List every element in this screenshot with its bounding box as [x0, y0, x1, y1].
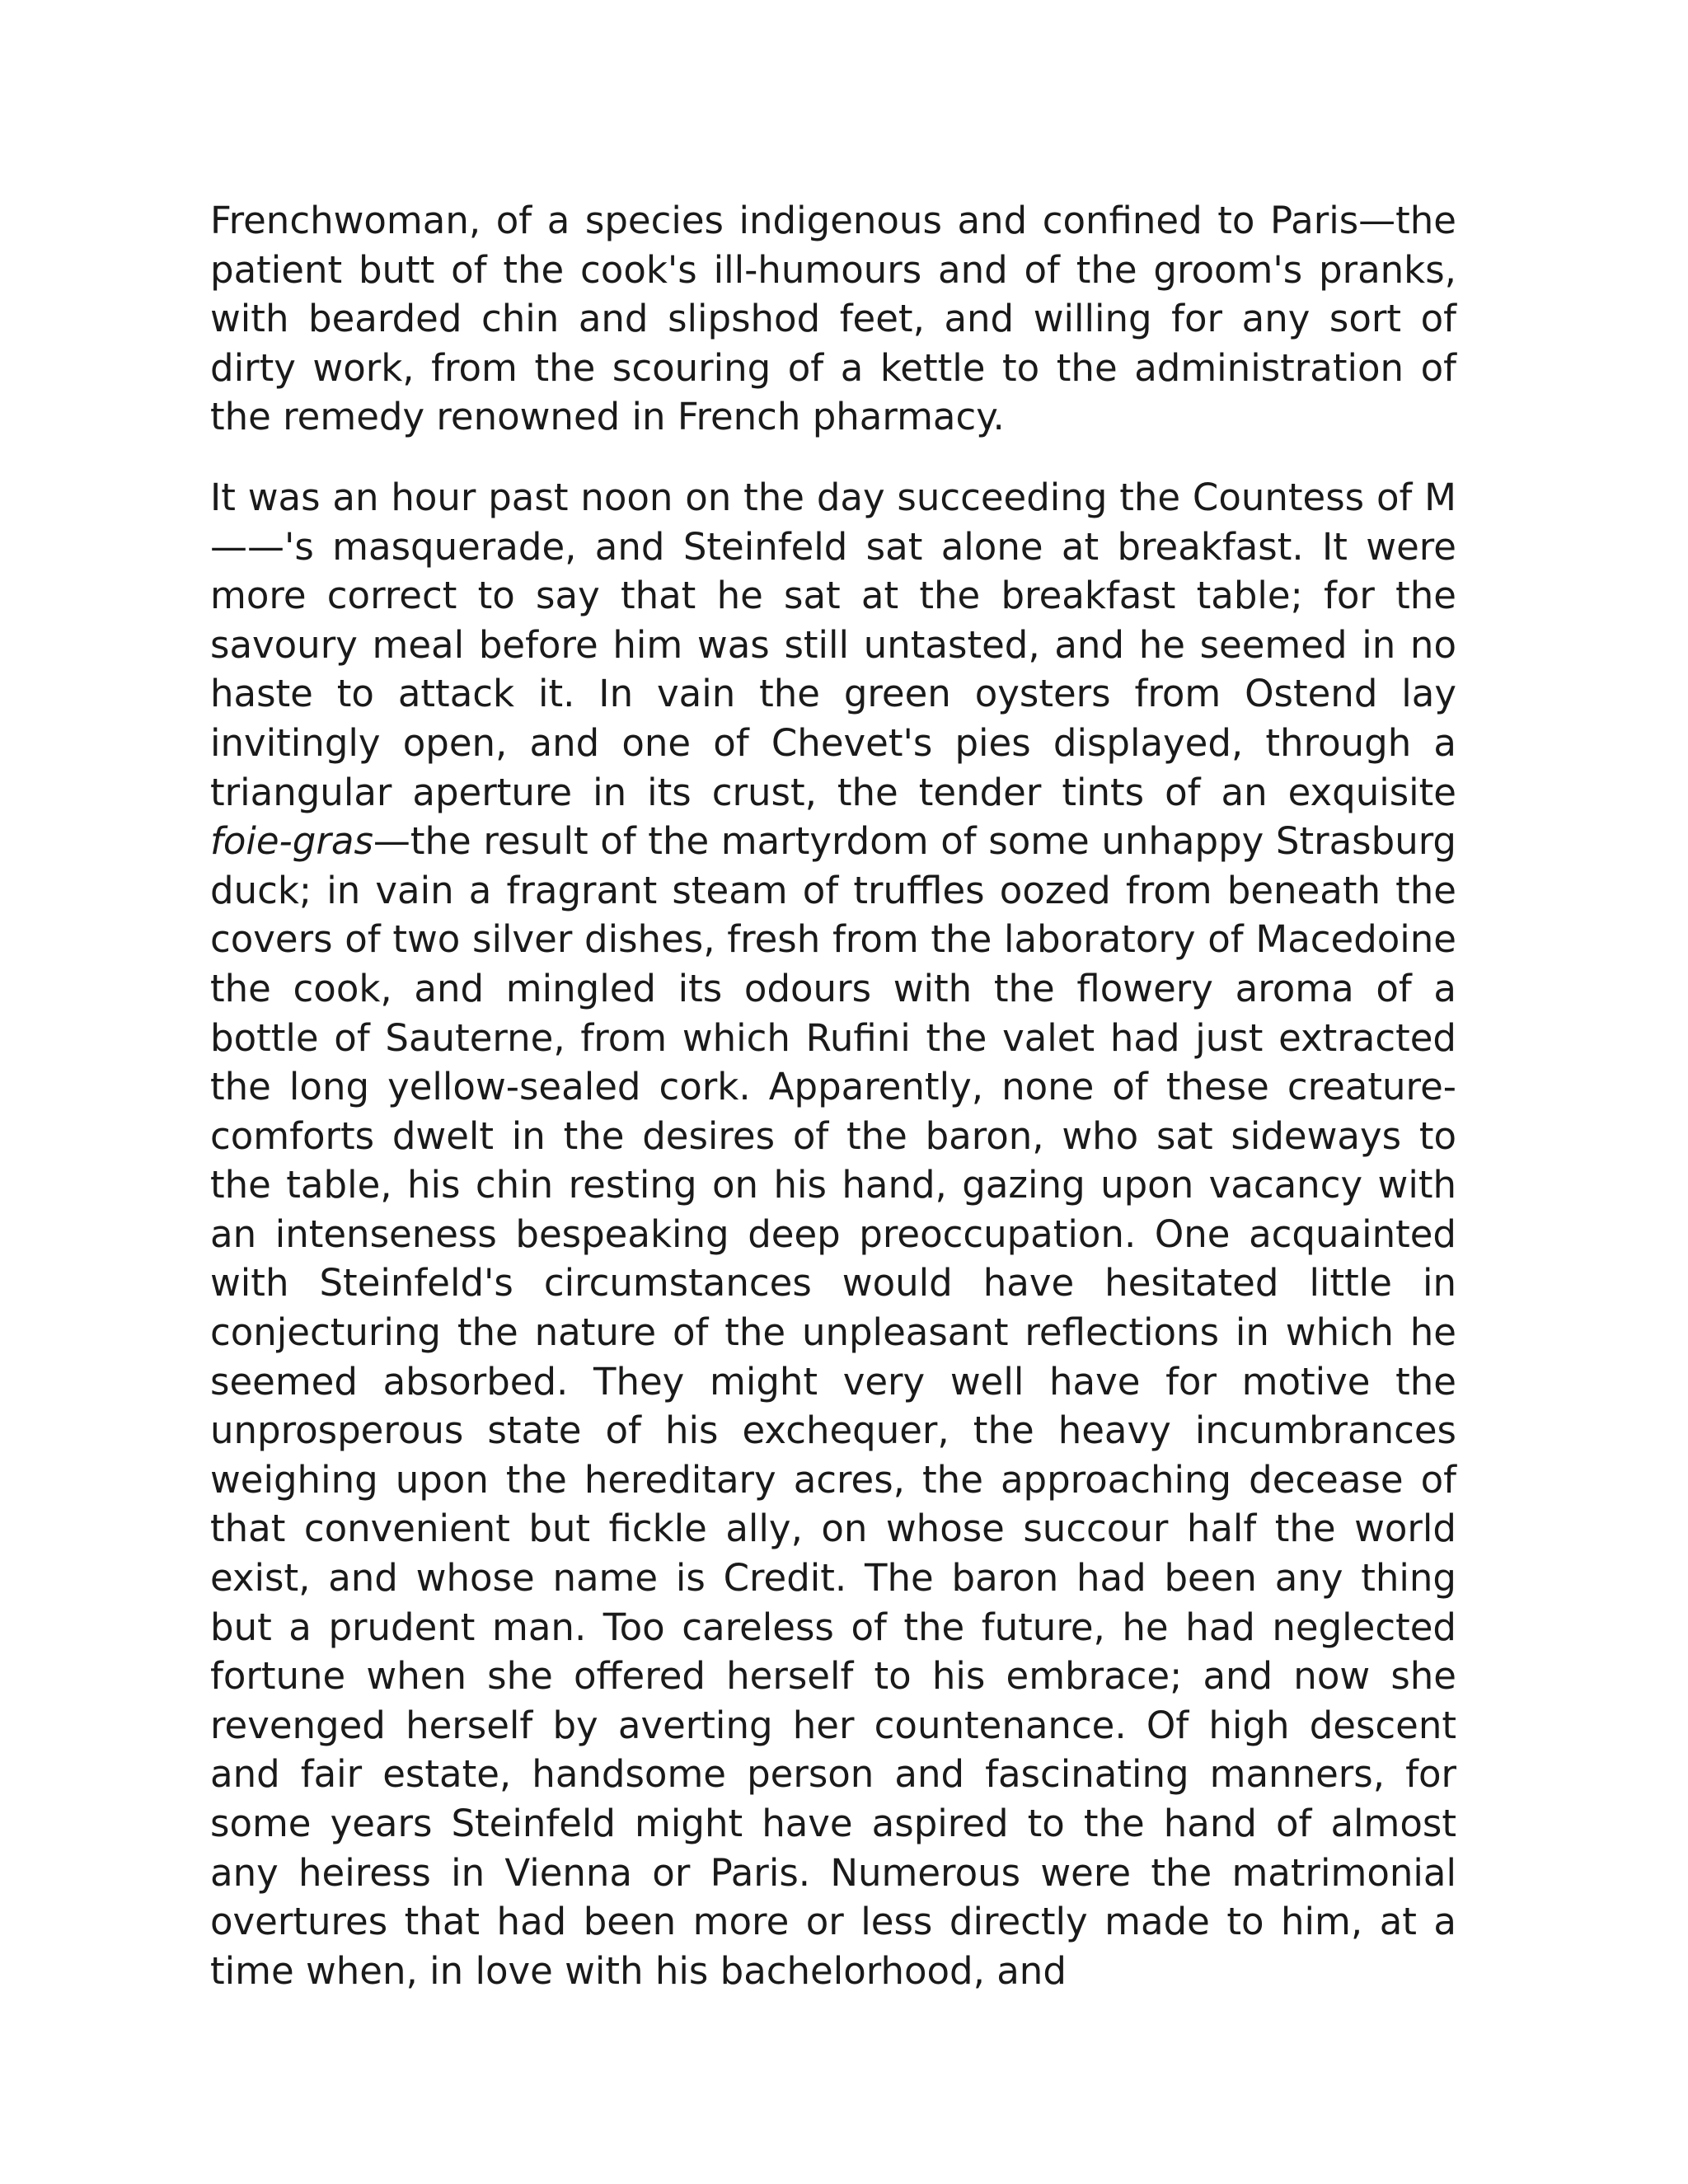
paragraph-1-text: Frenchwoman, of a species indigenous and confined to Paris—the patient butt of the cook's ill-humours and of the groom's pranks, with bearded chin and slipshod feet, and willing for any sort of dirty work, from the scouring of a kettle to the administration of the remedy renowned in French pharmacy.	[210, 199, 1456, 439]
paragraph-2-text-end: —the result of the martyrdom of some unhappy Strasburg duck; in vain a fragrant steam of truffles oozed from beneath the covers of two silver dishes, fresh from the laboratory of Macedoine the cook, and mingled its odours with the flowery aroma of a bottle of Sauterne, from which Rufini the valet had just extracted the long yellow-sealed cork. Apparently, none of these creature-comforts dwelt in the desires of the baron, who sat sideways to the table, his chin resting on his hand, gazing upon vacancy with an intenseness bespeaking deep preoccupation. One acquainted with Steinfeld's circumstances would have hesitated little in conjecturing the nature of the unpleasant reflections in which he seemed absorbed. They might very well have for motive the unprosperous state of his exchequer, the heavy incumbrances weighing upon the hereditary acres, the approaching decease of that convenient but fickle ally, on whose succour half the world exist, and whose name is Credit. The baron had been any thing but a prudent man. Too careless of the future, he had neglected fortune when she offered herself to his embrace; and now she revenged herself by averting her countenance. Of high descent and fair estate, handsome person and fascinating manners, for some years Steinfeld might have aspired to the hand of almost any heiress in Vienna or Paris. Numerous were the matrimonial overtures that had been more or less directly made to him, at a time when, in love with his bachelorhood, and	[210, 819, 1456, 1993]
paragraph-1	[210, 196, 1456, 442]
document-page	[210, 196, 1456, 1995]
paragraph-2-text-start: It was an hour past noon on the day succeeding the Countess of M——'s masquerade, and Steinfeld sat alone at breakfast. It were more correct to say that he sat at the breakfast table; for the savoury meal before him was still untasted, and he seemed in no haste to attack it. In vain the green oysters from Ostend lay invitingly open, and one of Chevet's pies displayed, through a triangular aperture in its crust, the tender tints of an exquisite	[210, 475, 1456, 814]
paragraph-2	[210, 473, 1456, 1995]
italic-term-foie-gras: foie-gras	[210, 819, 373, 864]
